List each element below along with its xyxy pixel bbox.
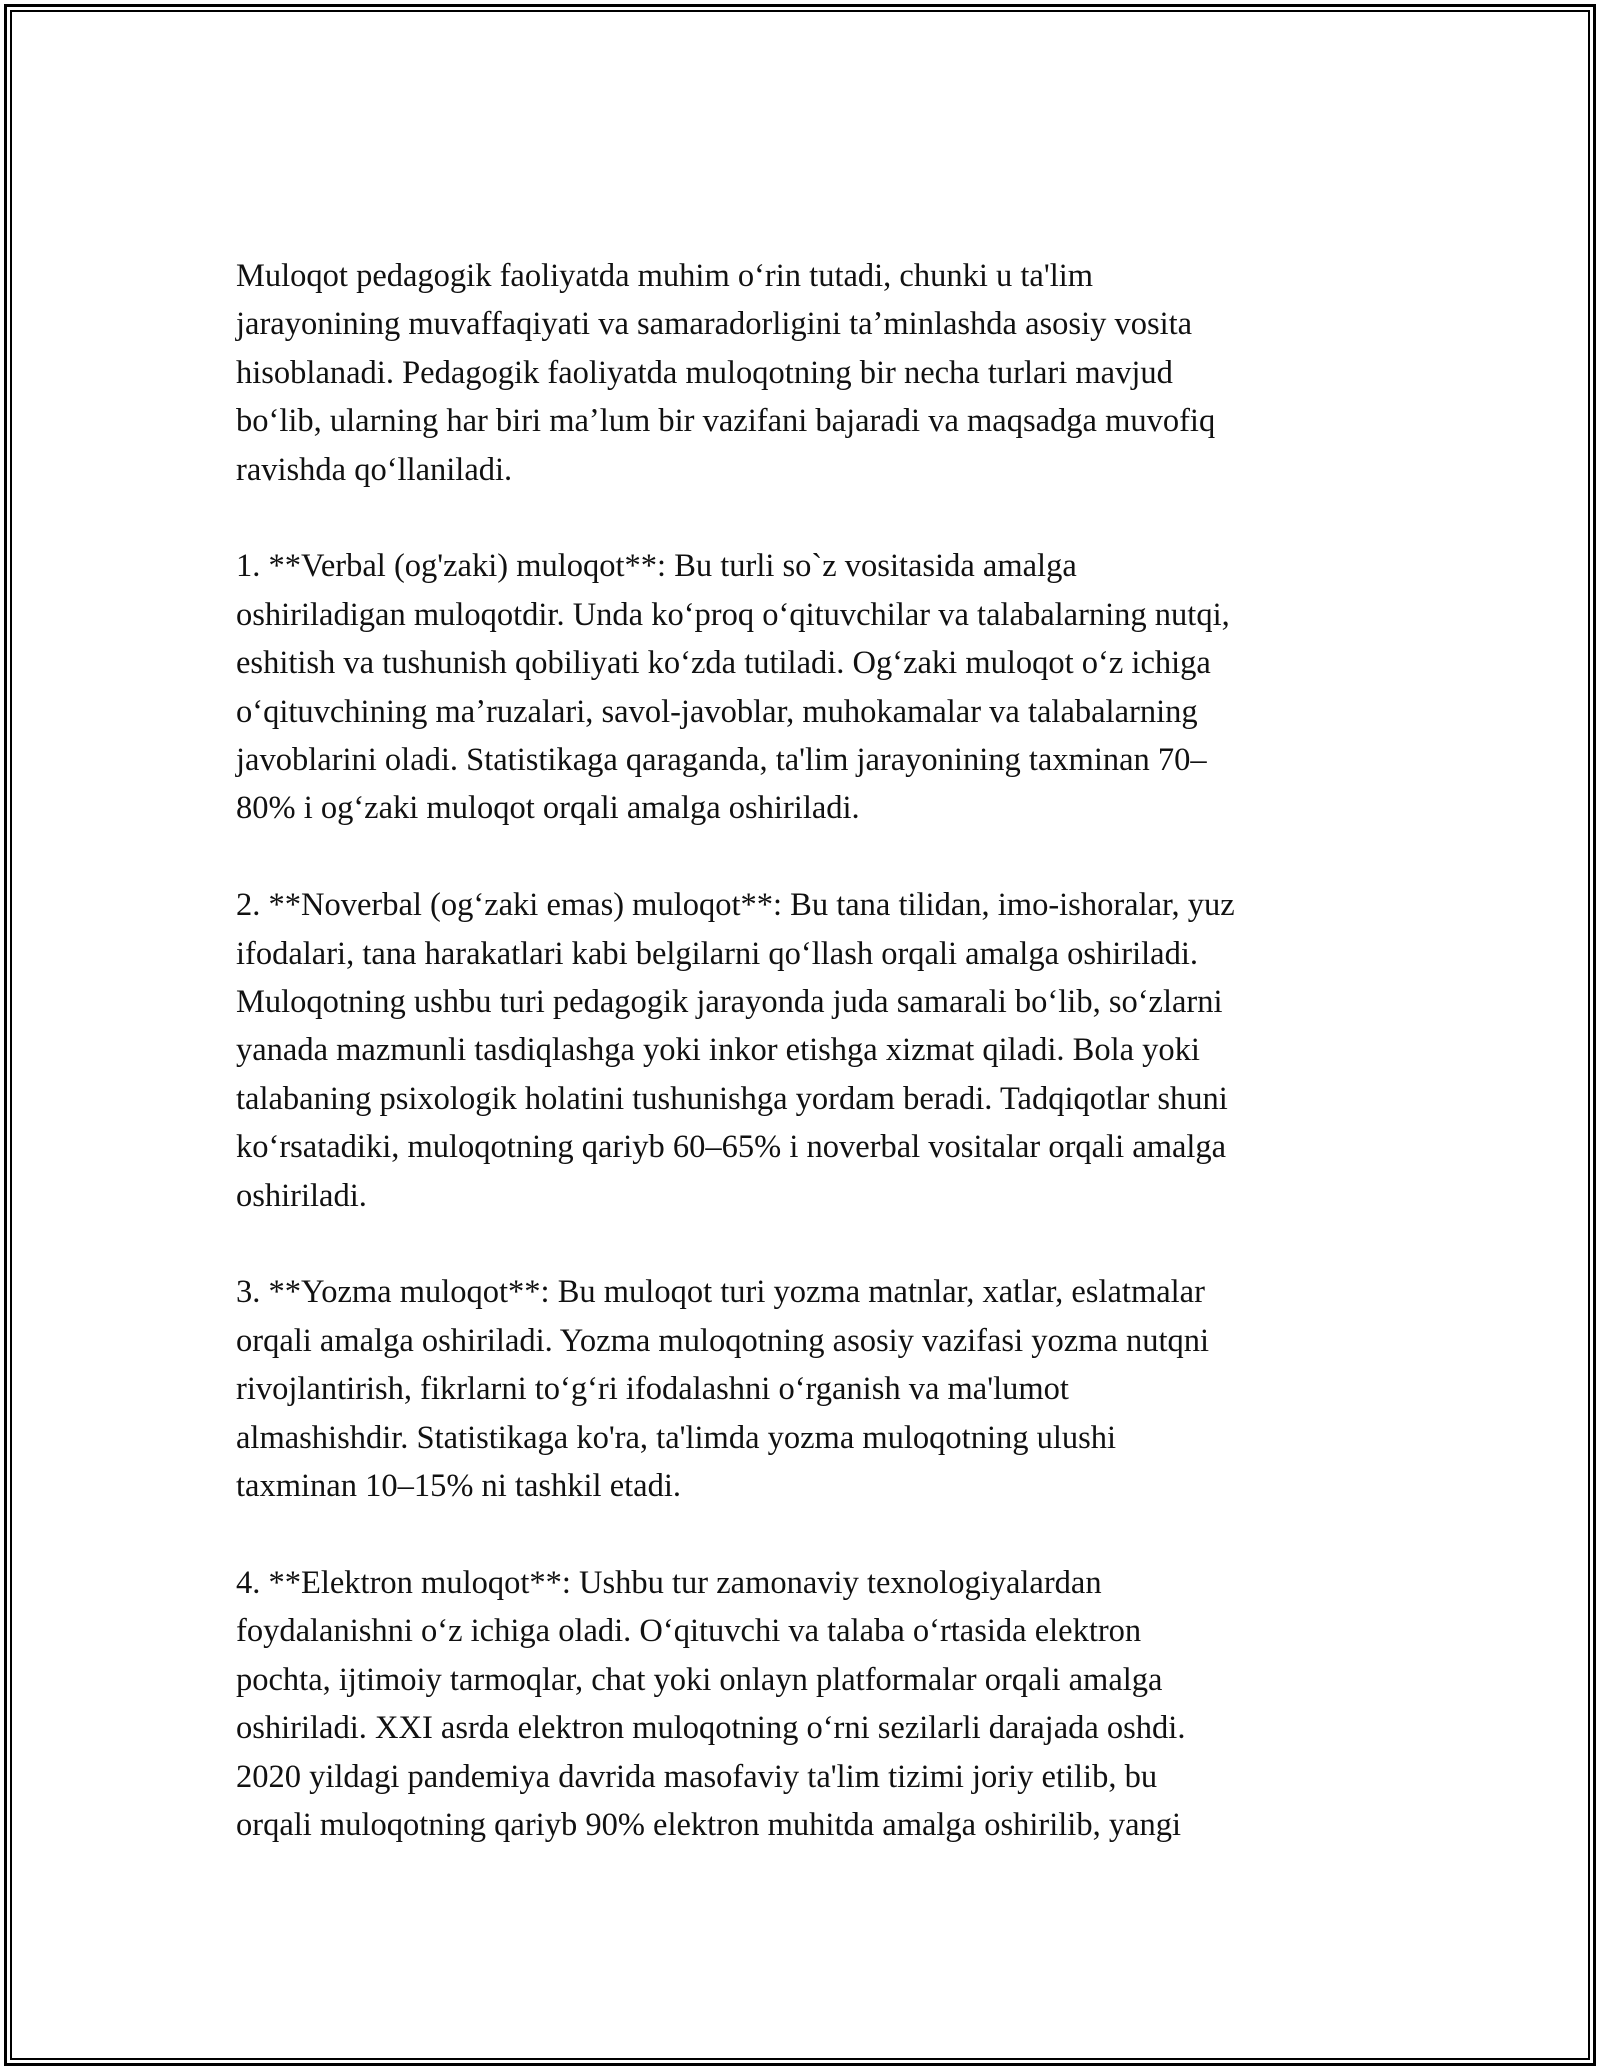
text-line: Muloqot pedagogik faoliyatda muhim oʻrin tutadi, chunki u ta'lim	[236, 258, 1094, 294]
text-line: hisoblanadi. Pedagogik faoliyatda muloqotning bir necha turlari mavjud	[236, 354, 1173, 391]
text-line: 1. **Verbal (og'zaki) muloqot**: Bu turli so`z vositasida amalga	[236, 548, 1077, 585]
text-line: eshitish va tushunish qobiliyati koʻzda tutiladi. Ogʻzaki muloqot oʻz ichiga	[236, 645, 1211, 682]
nonverbal-communication-paragraph	[236, 881, 1376, 1220]
text-line: almashishdir. Statistikaga ko'ra, ta'limda yozma muloqotning ulushi	[236, 1419, 1117, 1456]
text-line: 4. **Elektron muloqot**: Ushbu tur zamonaviy texnologiyalardan	[236, 1564, 1102, 1601]
text-line: ravishda qoʻllaniladi.	[236, 451, 513, 488]
text-line: orqali amalga oshiriladi. Yozma muloqotning asosiy vazifasi yozma nutqni	[236, 1322, 1210, 1359]
text-line: oshiriladi.	[236, 1177, 367, 1214]
text-line: jarayonining muvaffaqiyati va samaradorligini taʼminlashda asosiy vosita	[236, 306, 1193, 343]
written-communication-paragraph	[236, 1268, 1376, 1510]
text-line: javoblarini oladi. Statistikaga qaraganda, ta'lim jarayonining taxminan 70–	[236, 742, 1207, 779]
text-line: foydalanishni oʻz ichiga oladi. Oʻqituvchi va talaba oʻrtasida elektron	[236, 1613, 1142, 1650]
text-line: 2. **Noverbal (ogʻzaki emas) muloqot**: Bu tana tilidan, imo-ishoralar, yuz	[236, 887, 1235, 924]
text-line: 3. **Yozma muloqot**: Bu muloqot turi yozma matnlar, xatlar, eslatmalar	[236, 1274, 1205, 1311]
text-line: koʻrsatadiki, muloqotning qariyb 60–65% i noverbal vositalar orqali amalga	[236, 1129, 1227, 1166]
text-line: yanada mazmunli tasdiqlashga yoki inkor etishga xizmat qiladi. Bola yoki	[236, 1032, 1200, 1069]
verbal-communication-paragraph	[236, 542, 1376, 832]
text-line: Muloqotning ushbu turi pedagogik jarayonda juda samarali boʻlib, soʻzlarni	[236, 984, 1223, 1021]
text-line: oʻqituvchining maʼruzalari, savol-javoblar, muhokamalar va talabalarning	[236, 693, 1198, 730]
text-line: 2020 yildagi pandemiya davrida masofaviy ta'lim tizimi joriy etilib, bu	[236, 1758, 1158, 1795]
text-line: 80% i ogʻzaki muloqot orqali amalga oshiriladi.	[236, 790, 860, 827]
text-line: oshiriladi. XXI asrda elektron muloqotning oʻrni sezilarli darajada oshdi.	[236, 1710, 1186, 1747]
text-line: oshiriladigan muloqotdir. Unda koʻproq oʻqituvchilar va talabalarning nutqi,	[236, 596, 1230, 633]
text-line: orqali muloqotning qariyb 90% elektron muhitda amalga oshirilib, yangi	[236, 1806, 1182, 1843]
intro-paragraph	[236, 252, 1376, 494]
text-line: taxminan 10–15% ni tashkil etadi.	[236, 1468, 681, 1505]
text-line: boʻlib, ularning har biri maʼlum bir vazifani bajaradi va maqsadga muvofiq	[236, 403, 1216, 440]
electronic-communication-paragraph	[236, 1559, 1376, 1849]
document-body	[236, 252, 1376, 1898]
text-line: talabaning psixologik holatini tushunishga yordam beradi. Tadqiqotlar shuni	[236, 1080, 1228, 1117]
text-line: rivojlantirish, fikrlarni toʻgʻri ifodalashni oʻrganish va ma'lumot	[236, 1371, 1069, 1408]
text-line: ifodalari, tana harakatlari kabi belgilarni qoʻllash orqali amalga oshiriladi.	[236, 935, 1199, 972]
text-line: pochta, ijtimoiy tarmoqlar, chat yoki onlayn platformalar orqali amalga	[236, 1661, 1163, 1698]
